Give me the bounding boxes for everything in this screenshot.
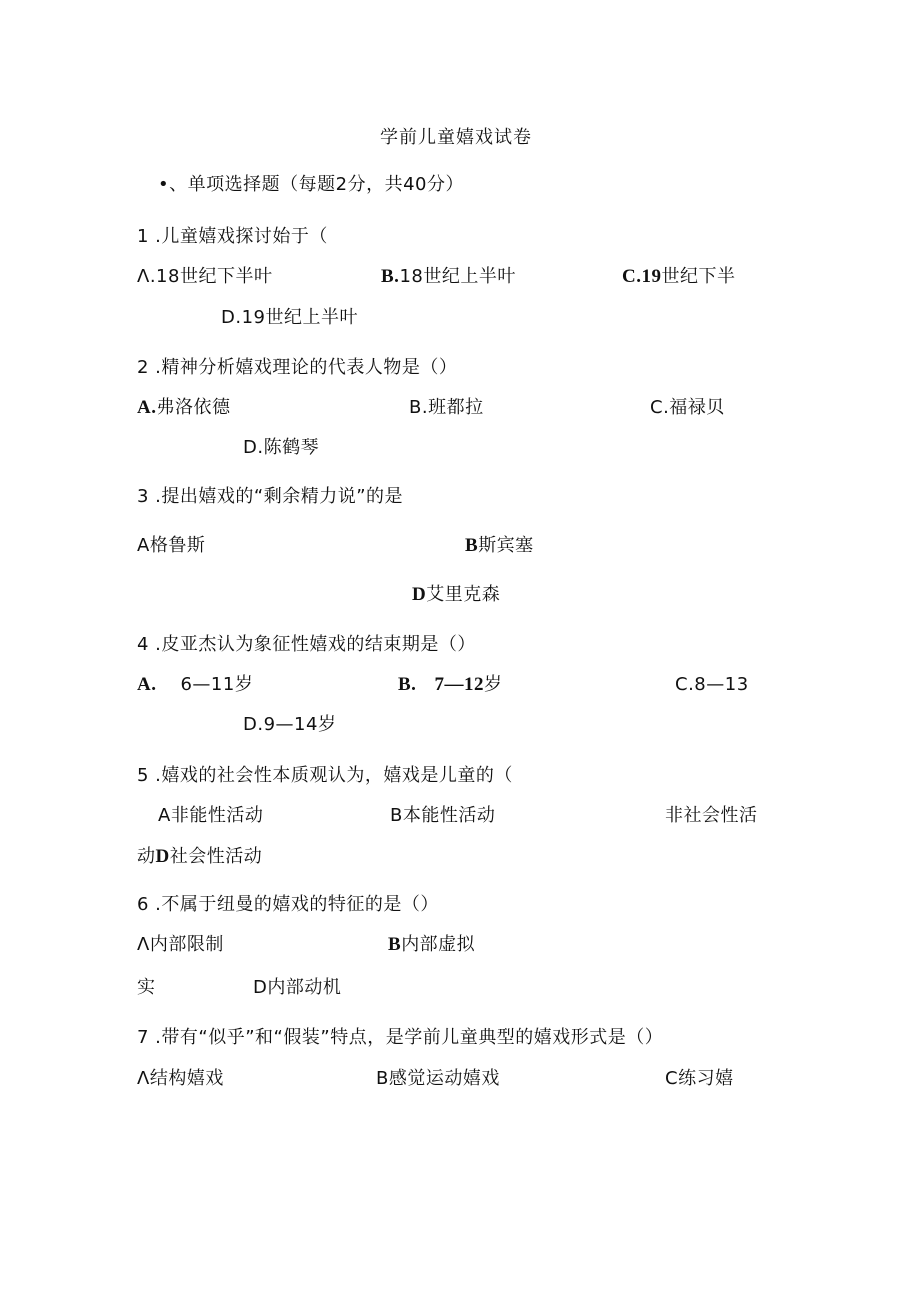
q7-option-a-letter: Λ	[137, 1068, 150, 1089]
q4-option-d-text: 9—14岁	[263, 714, 337, 735]
q1-option-b-text: 18世纪上半叶	[399, 266, 516, 287]
page-title: 学前儿童嬉戏试卷	[380, 127, 532, 148]
q4-option-a-letter: A.	[137, 674, 157, 695]
q5-option-b-text: 本能性活动	[402, 805, 496, 826]
q6-option-d	[253, 977, 341, 999]
q2-option-a-letter: A.	[137, 397, 157, 418]
q5-option-b-letter: B	[390, 805, 403, 826]
q1-option-d-letter: D.	[221, 307, 242, 328]
q4-option-c	[675, 674, 749, 696]
q6-option-d-letter: D	[253, 977, 268, 998]
q3-option-b	[465, 535, 534, 557]
q2-option-b	[409, 397, 484, 419]
q1-option-d-text: 19世纪上半叶	[241, 307, 358, 328]
q3-option-d	[412, 584, 500, 606]
q7-option-b-letter: B	[376, 1068, 389, 1089]
q6-option-b	[388, 934, 475, 956]
q1-option-b	[381, 266, 516, 288]
q5-option-d	[137, 846, 262, 868]
q3-option-b-text: 斯宾塞	[478, 535, 534, 556]
question-1-stem: 1 .儿童嬉戏探讨始于（	[137, 226, 328, 247]
q6-option-a-text: 内部限制	[149, 934, 224, 955]
q4-option-d	[243, 714, 336, 736]
q2-option-c-text: 福禄贝	[669, 397, 725, 418]
q5-option-c-text: 非社会性活	[665, 805, 758, 826]
q6-option-d-text: 内部动机	[267, 977, 342, 998]
q6-option-b-letter: B	[388, 934, 402, 955]
q4-option-b-suffix: 岁	[483, 674, 503, 695]
q7-option-b-text: 感觉运动嬉戏	[388, 1068, 500, 1089]
q5-option-d-text: 社会性活动	[169, 846, 263, 867]
q3-option-d-text: 艾里克森	[426, 584, 501, 605]
q6-option-c-text: 实	[137, 977, 156, 998]
q4-option-b-text: 7—12	[434, 674, 484, 695]
q2-option-a-text: 弗洛依德	[156, 397, 231, 418]
q2-option-d	[243, 437, 319, 459]
q3-option-a	[137, 535, 205, 557]
q1-option-d	[221, 307, 358, 329]
q7-option-c	[665, 1068, 734, 1090]
q4-option-a-text: 6—11岁	[180, 674, 254, 695]
question-3-stem: 3 .提出嬉戏的“剩余精力说”的是	[137, 486, 404, 507]
q7-option-c-letter: C	[665, 1068, 679, 1089]
q4-option-c-text: 8—13	[694, 674, 749, 695]
q5-option-a-text: 非能性活动	[170, 805, 264, 826]
q1-option-c-letter: C.19	[622, 266, 662, 287]
q2-option-d-letter: D.	[243, 437, 264, 458]
question-4-stem: 4 .皮亚杰认为象征性嬉戏的结束期是（）	[137, 634, 476, 655]
q6-option-b-text: 内部虚拟	[401, 934, 476, 955]
q7-option-b	[376, 1068, 500, 1090]
q6-option-a-letter: Λ	[137, 934, 150, 955]
question-6-stem: 6 .不属于纽曼的嬉戏的特征的是（）	[137, 894, 439, 915]
q1-option-a	[137, 266, 272, 288]
q5-option-c	[665, 805, 758, 827]
section-heading: •、单项选择题（每题2分，共40分）	[158, 174, 464, 195]
q1-option-b-letter: B.	[381, 266, 400, 287]
q5-option-a-letter: A	[158, 805, 171, 826]
q2-option-b-text: 班都拉	[428, 397, 484, 418]
q2-option-c-letter: C.	[650, 397, 670, 418]
question-7-stem: 7 .带有“似乎”和“假装”特点，是学前儿童典型的嬉戏形式是（）	[137, 1027, 664, 1048]
q2-option-b-letter: B.	[409, 397, 429, 418]
question-2-stem: 2 .精神分析嬉戏理论的代表人物是（）	[137, 357, 458, 378]
q7-option-a	[137, 1068, 224, 1090]
q6-option-c	[137, 977, 156, 999]
question-5-stem: 5 .嬉戏的社会性本质观认为，嬉戏是儿童的（	[137, 765, 513, 786]
q2-option-d-text: 陈鹤琴	[263, 437, 320, 458]
q3-option-a-letter: A	[137, 535, 150, 556]
q1-option-c-text: 世纪下半	[661, 266, 736, 287]
q7-option-a-text: 结构嬉戏	[149, 1068, 224, 1089]
q2-option-c	[650, 397, 725, 419]
q3-option-a-text: 格鲁斯	[149, 535, 206, 556]
q4-option-a	[137, 674, 253, 696]
q6-option-a	[137, 934, 224, 956]
q1-option-a-text: .18世纪下半叶	[149, 266, 273, 287]
q3-option-b-letter: B	[465, 535, 479, 556]
q4-option-d-letter: D.	[243, 714, 264, 735]
q5-option-b	[390, 805, 495, 827]
q4-option-b	[398, 674, 502, 696]
q7-option-c-text: 练习嬉	[678, 1068, 734, 1089]
q4-option-c-letter: C.	[675, 674, 695, 695]
q5-option-a	[158, 805, 263, 827]
q5-option-d-prefix: 动	[137, 846, 156, 867]
q2-option-a	[137, 397, 230, 419]
q1-option-a-letter: Λ	[137, 266, 150, 287]
q4-option-b-letter: B.	[398, 674, 417, 695]
q3-option-d-letter: D	[412, 584, 427, 605]
q1-option-c	[622, 266, 735, 288]
q5-option-d-letter: D	[155, 846, 170, 867]
